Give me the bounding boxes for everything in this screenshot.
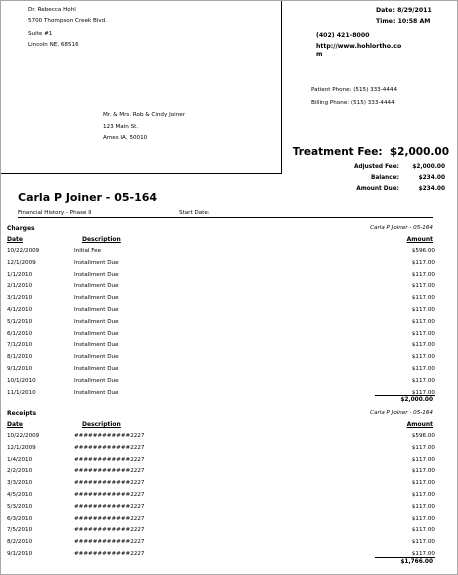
row-description: ############2227 (74, 444, 145, 451)
row-amount: $117.00 (411, 271, 435, 278)
table-row (1, 468, 458, 479)
adjusted-fee-value: $2,000.00 (412, 164, 445, 170)
balance-value: $234.00 (418, 175, 445, 181)
patient-title: Carla P Joiner - 05-164 (18, 191, 158, 204)
row-amount: $117.00 (411, 389, 435, 396)
charges-total-rule (375, 395, 435, 396)
balance-label: Balance: (370, 175, 399, 181)
row-date: 5/1/2010 (7, 318, 33, 325)
treatment-fee-value: $2,000.00 (389, 146, 449, 158)
row-amount: $117.00 (411, 318, 435, 325)
treatment-fee-label: Treatment Fee: (292, 146, 383, 158)
practice-suite: Suite #1 (28, 31, 53, 37)
table-row (1, 331, 458, 342)
receipts-ref: Carla P Joiner - 05-164 (370, 410, 433, 416)
row-date: 1/1/2010 (7, 271, 33, 278)
receipts-col-amount: Amount (406, 421, 433, 428)
recipient-name: Mr. & Mrs. Rob & Cindy Joiner (103, 112, 185, 118)
row-date: 12/1/2009 (7, 444, 36, 451)
row-amount: $117.00 (411, 503, 435, 510)
row-description: Installment Due (74, 307, 119, 313)
receipts-col-date: Date (7, 421, 23, 428)
row-description: Installment Due (74, 354, 119, 361)
row-amount: $117.00 (411, 307, 435, 313)
row-amount: $117.00 (411, 259, 435, 266)
patient-phone-line (311, 87, 397, 93)
row-date: 10/1/2010 (7, 377, 36, 384)
table-row (1, 283, 458, 294)
row-description: ############2227 (74, 456, 145, 463)
row-description: ############2227 (74, 480, 145, 487)
row-date: 2/1/2010 (7, 283, 33, 290)
row-amount: $117.00 (411, 456, 435, 463)
table-row (1, 295, 458, 306)
charges-total: $2,000.00 (400, 397, 433, 403)
row-description: Installment Due (74, 342, 119, 349)
row-date: 8/1/2010 (7, 354, 33, 361)
row-description: ############2227 (74, 503, 145, 510)
row-amount: $596.00 (411, 248, 435, 254)
row-date: 9/1/2010 (7, 551, 33, 557)
row-description: ############2227 (74, 433, 145, 439)
billing-phone-label: Billing Phone: (311, 100, 350, 106)
row-amount: $117.00 (411, 527, 435, 534)
table-row (1, 445, 458, 456)
table-row (1, 342, 458, 353)
row-date: 4/5/2010 (7, 492, 33, 498)
table-row (1, 366, 458, 377)
row-amount: $117.00 (411, 444, 435, 451)
table-row (1, 260, 458, 271)
table-row (1, 354, 458, 365)
row-description: ############2227 (74, 492, 145, 498)
table-row (1, 492, 458, 503)
time-value: 10:58 AM (397, 18, 431, 25)
row-date: 7/1/2010 (7, 342, 33, 349)
patient-phone-value: (515) 333-4444 (353, 87, 398, 93)
row-date: 2/2/2010 (7, 468, 33, 475)
charges-col-description: Description (82, 236, 121, 243)
row-description: Initial Fee (74, 248, 102, 254)
row-description: ############2227 (74, 551, 145, 557)
row-amount: $117.00 (411, 515, 435, 522)
row-amount: $117.00 (411, 366, 435, 372)
charges-ref: Carla P Joiner - 05-164 (370, 225, 433, 231)
row-date: 1/4/2010 (7, 456, 33, 463)
row-date: 8/2/2010 (7, 539, 33, 546)
row-description: Installment Due (74, 271, 119, 278)
row-description: Installment Due (74, 389, 119, 396)
row-date: 3/3/2010 (7, 480, 33, 487)
adjusted-fee-label: Adjusted Fee: (354, 164, 399, 170)
row-description: Installment Due (74, 377, 119, 384)
row-description: Installment Due (74, 295, 119, 302)
row-description: Installment Due (74, 259, 119, 266)
row-amount: $117.00 (411, 551, 435, 557)
row-date: 9/1/2010 (7, 366, 33, 372)
row-date: 3/1/2010 (7, 295, 33, 302)
receipts-title: Receipts (7, 410, 37, 417)
date-value: 8/29/2011 (397, 7, 432, 14)
treatment-fee-line (293, 146, 449, 158)
charges-col-date: Date (7, 236, 23, 243)
practice-website-cont: m (316, 51, 323, 58)
row-description: Installment Due (74, 318, 119, 325)
address-box (1, 1, 282, 174)
financial-phase: Financial History - Phase II (18, 210, 92, 216)
table-row (1, 378, 458, 389)
row-date: 10/22/2009 (7, 433, 40, 439)
row-date: 6/3/2010 (7, 515, 33, 522)
row-date: 7/5/2010 (7, 527, 33, 534)
row-description: Installment Due (74, 283, 119, 290)
charges-title: Charges (7, 225, 35, 232)
table-row (1, 504, 458, 515)
row-amount: $117.00 (411, 377, 435, 384)
practice-website[interactable]: http://www.hohlortho.co (316, 43, 402, 50)
title-divider (18, 217, 433, 218)
time-label: Time: (376, 18, 396, 25)
table-row (1, 272, 458, 283)
charges-col-amount: Amount (406, 236, 433, 243)
row-amount: $117.00 (411, 539, 435, 546)
row-description: Installment Due (74, 330, 119, 337)
table-row (1, 319, 458, 330)
billing-phone-value: (515) 333-4444 (350, 100, 395, 106)
row-amount: $117.00 (411, 468, 435, 475)
row-amount: $117.00 (411, 295, 435, 302)
practice-street: 5700 Thompson Creek Blvd. (28, 18, 108, 24)
row-date: 12/1/2009 (7, 259, 36, 266)
row-amount: $117.00 (411, 354, 435, 361)
practice-phone: (402) 421-8000 (316, 32, 370, 39)
row-date: 11/1/2010 (7, 389, 36, 396)
table-row (1, 516, 458, 527)
row-date: 6/1/2010 (7, 330, 33, 337)
start-date-label: Start Date: (179, 210, 210, 216)
row-amount: $117.00 (411, 330, 435, 337)
row-description: ############2227 (74, 468, 145, 475)
amount-due-value: $234.00 (418, 186, 445, 192)
date-line (376, 7, 432, 14)
table-row (1, 539, 458, 550)
table-row (1, 433, 458, 444)
row-description: ############2227 (74, 539, 145, 546)
table-row (1, 457, 458, 468)
row-date: 5/3/2010 (7, 503, 33, 510)
recipient-street: 123 Main St. (103, 124, 139, 130)
row-date: 10/22/2009 (7, 248, 40, 254)
date-label: Date: (376, 7, 395, 14)
recipient-city: Ames IA, 50010 (103, 135, 148, 141)
row-amount: $117.00 (411, 283, 435, 290)
receipts-total-rule (375, 557, 435, 558)
row-description: ############2227 (74, 527, 145, 534)
row-description: Installment Due (74, 366, 119, 372)
table-row (1, 480, 458, 491)
amount-due-label: Amount Due: (356, 186, 399, 192)
row-amount: $117.00 (411, 480, 435, 487)
table-row (1, 307, 458, 318)
row-description: ############2227 (74, 515, 145, 522)
doctor-name: Dr. Rebecca Hohl (28, 7, 76, 13)
patient-phone-label: Patient Phone: (311, 87, 352, 93)
time-line (376, 18, 430, 25)
row-amount: $117.00 (411, 342, 435, 349)
row-date: 4/1/2010 (7, 307, 33, 313)
billing-phone-line (311, 100, 395, 106)
row-amount: $117.00 (411, 492, 435, 498)
practice-city: Lincoln NE, 68516 (28, 42, 79, 48)
table-row (1, 248, 458, 259)
receipts-total: $1,766.00 (400, 559, 433, 565)
receipts-col-description: Description (82, 421, 121, 428)
row-amount: $596.00 (411, 433, 435, 439)
table-row (1, 527, 458, 538)
